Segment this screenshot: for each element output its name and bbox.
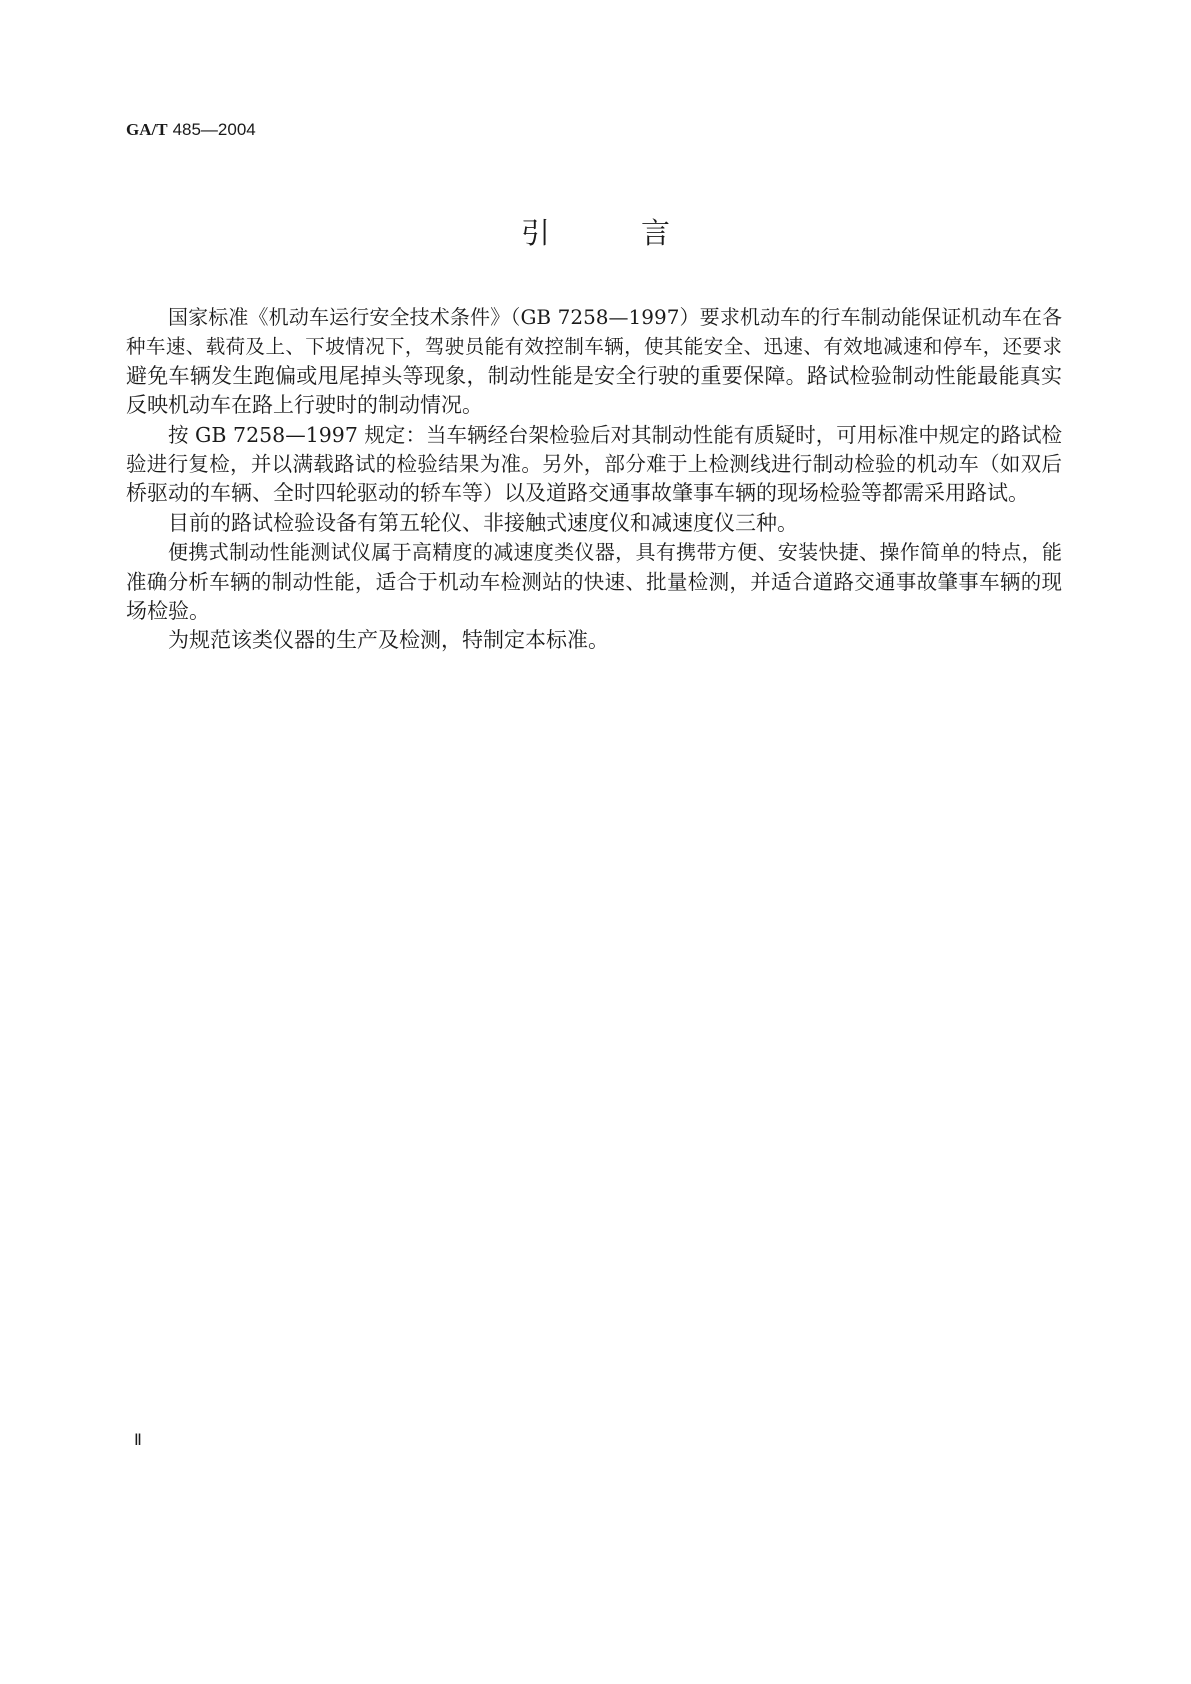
paragraph-line: 避免车辆发生跑偏或甩尾掉头等现象，制动性能是安全行驶的重要保障。路试检验制动性能最能真实	[126, 363, 1062, 388]
paragraph-line: 桥驱动的车辆、全时四轮驱动的轿车等）以及道路交通事故肇事车辆的现场检验等都需采用路试。	[126, 481, 1029, 506]
paragraph	[126, 421, 1062, 509]
paragraph-line: 种车速、载荷及上、下坡情况下，驾驶员能有效控制车辆，使其能安全、迅速、有效地减速和停车，还要求	[126, 335, 1062, 359]
page-title: 引 言	[520, 216, 701, 250]
paragraph-line: 为规范该类仪器的生产及检测，特制定本标准。	[168, 628, 609, 653]
body-text	[126, 303, 1062, 656]
page-number: Ⅱ	[134, 1430, 142, 1449]
paragraph	[126, 538, 1062, 626]
paragraph-line: 国家标准《机动车运行安全技术条件》（GB 7258—1997）要求机动车的行车制动能保证机动车在各	[168, 305, 1062, 329]
document-code-number: 485—2004	[172, 120, 256, 139]
document-code-prefix: GA/T	[126, 120, 168, 139]
document-code	[126, 120, 256, 140]
paragraph-line: 验进行复检，并以满载路试的检验结果为准。另外，部分难于上检测线进行制动检验的机动车（如双后	[126, 451, 1062, 476]
paragraph-line: 反映机动车在路上行驶时的制动情况。	[126, 393, 483, 418]
paragraph	[126, 626, 1062, 655]
paragraph	[126, 303, 1062, 421]
paragraph-line: 准确分析车辆的制动性能，适合于机动车检测站的快速、批量检测，并适合道路交通事故肇事车辆的现	[126, 569, 1062, 594]
paragraph-line: 目前的路试检验设备有第五轮仪、非接触式速度仪和减速度仪三种。	[168, 510, 798, 535]
paragraph-line: 按 GB 7258—1997 规定：当车辆经台架检验后对其制动性能有质疑时，可用标准中规定的路试检	[168, 422, 1062, 447]
paragraph	[126, 509, 1062, 538]
paragraph-line: 便携式制动性能测试仪属于高精度的减速度类仪器，具有携带方便、安装快捷、操作简单的特点，能	[168, 540, 1062, 565]
paragraph-line: 场检验。	[126, 598, 210, 623]
